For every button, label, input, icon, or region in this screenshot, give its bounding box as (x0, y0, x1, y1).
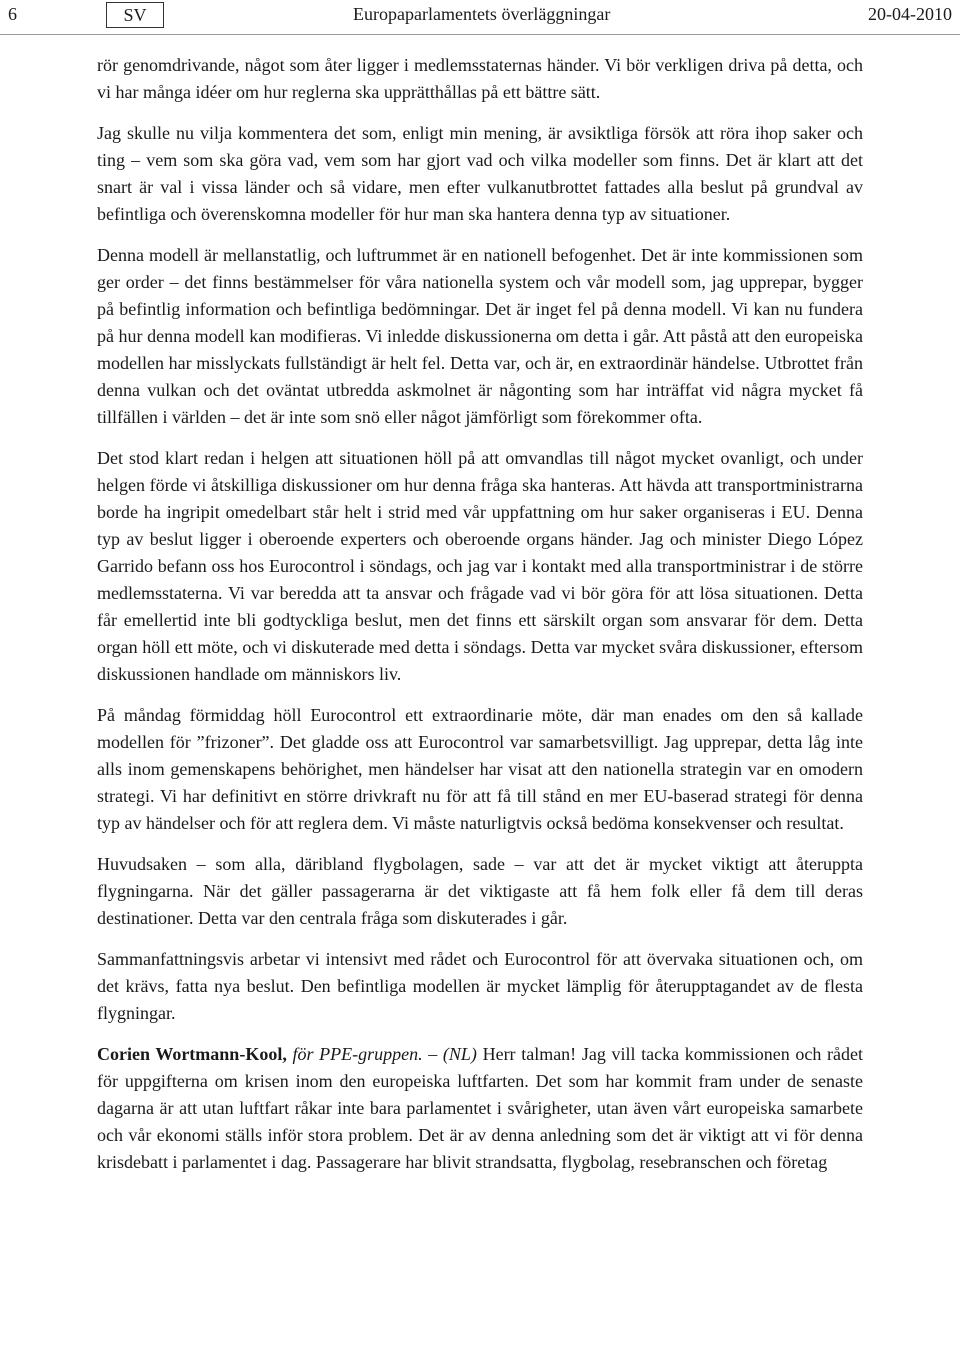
paragraph: Denna modell är mellanstatlig, och luftrummet är en nationell befogenhet. Det är inte kommissionen som ger order – det finns bestämmelser för våra nationella system och vår modell som, jag upprepar, bygger på befintlig information och befintliga bedömningar. Det är inget fel på denna modell. Vi kan nu fundera på hur denna modell kan modifieras. Vi inledde diskussionerna om detta i går. Att påstå att den europeiska modellen har misslyckats fullständigt är helt fel. Detta var, och är, en extraordinär händelse. Utbrottet från denna vulkan och det oväntat utbredda askmolnet är någonting som har inträffat vid några mycket få tillfällen i världen – det är inte som snö eller något jämförligt som förekommer ofta. (97, 245, 863, 427)
speaker-role: för PPE-gruppen. – (NL) (292, 1044, 477, 1064)
paragraph: Det stod klart redan i helgen att situationen höll på att omvandlas till något mycket ovanligt, och under helgen förde vi åtskilliga diskussioner om hur denna fråga ska hanteras. Att hävda att transportministrarna borde ha ingripit omedelbart står helt i strid med vår uppfattning om hur saker organiseras i EU. Denna typ av beslut ligger i oberoende experters och oberoende organs händer. Jag och minister Diego López Garrido befann oss hos Eurocontrol i söndags, och jag var i kontakt med alla transportministrar i de större medlemsstaterna. Vi var beredda att ta ansvar och frågade vad vi bör göra för att lösa situationen. Detta får emellertid inte bli godtyckliga beslut, men det finns ett särskilt organ som ansvarar för dem. Detta organ höll ett möte, och vi diskuterade med detta i söndags. Detta var mycket svåra diskussioner, eftersom diskussionen handlade om människors liv. (97, 448, 863, 684)
publication-title: Europaparlamentets överläggningar (353, 4, 611, 24)
page-number: 6 (8, 4, 17, 24)
document-body (97, 52, 863, 1190)
paragraph: rör genomdrivande, något som åter ligger i medlemsstaternas händer. Vi bör verkligen driva på detta, och vi har många idéer om hur reglerna ska upprätthållas på ett bättre sätt. (97, 55, 863, 102)
paragraph: Huvudsaken – som alla, däribland flygbolagen, sade – var att det är mycket viktigt att återuppta flygningarna. När det gäller passagerarna är det viktigaste att få hem folk eller få dem till deras destinationer. Detta var den centrala fråga som diskuterades i går. (97, 854, 863, 928)
paragraph: På måndag förmiddag höll Eurocontrol ett extraordinarie möte, där man enades om den så kallade modellen för ”frizoner”. Det gladde oss att Eurocontrol var samarbetsvilligt. Jag upprepar, detta låg inte alls inom gemenskapens behörighet, men händelser har visat att den nationella strategin var en omodern strategi. Vi har definitivt en större drivkraft nu för att få till stånd en mer EU-baserad strategi för denna typ av händelser och för att reglera dem. Vi måste naturligtvis också bedöma konsekvenser och resultat. (97, 705, 863, 833)
paragraph: Sammanfattningsvis arbetar vi intensivt med rådet och Eurocontrol för att övervaka situationen och, om det krävs, fatta nya beslut. Den befintliga modellen är mycket lämplig för återupptagandet av de flesta flygningar. (97, 949, 863, 1023)
speaker-name: Corien Wortmann-Kool, (97, 1044, 287, 1064)
paragraph: Jag skulle nu vilja kommentera det som, enligt min mening, är avsiktliga försök att röra ihop saker och ting – vem som ska göra vad, vem som har gjort vad och vilka modeller som finns. Det är klart att det snart är val i vissa länder och så vidare, men efter vulkanutbrottet fattades alla beslut på grundval av befintliga och överenskomna modeller för hur man ska hantera denna typ av situationer. (97, 123, 863, 224)
publication-date: 20-04-2010 (868, 4, 952, 24)
page-header (0, 0, 960, 35)
speech-paragraph (97, 1041, 863, 1176)
language-code: SV (106, 2, 164, 28)
speech-text: Herr talman! Jag vill tacka kommissionen och rådet för uppgifterna om krisen inom den europeiska luftfarten. Det som har kommit fram under de senaste dagarna är att utan luftfart råkar inte bara parlamentet i svårigheter, utan även vårt europeiska samarbete och vår ekonomi ställs inför stora problem. Det är av denna anledning som det är viktigt att vi för denna krisdebatt i parlamentet i dag. Passagerare har blivit strandsatta, flygbolag, resebranschen och företag (97, 1044, 864, 1172)
